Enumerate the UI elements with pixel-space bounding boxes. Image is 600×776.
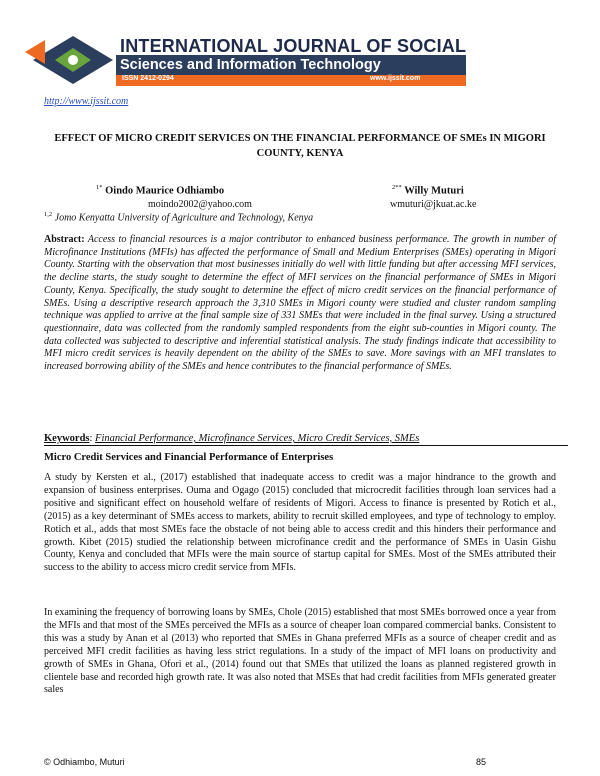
journal-issn: ISSN 2412-0294 xyxy=(122,75,174,82)
keywords-label: Keywords xyxy=(44,433,90,444)
author-2-email: wmuturi@jkuat.ac.ke xyxy=(390,199,477,210)
journal-url-link[interactable]: http://www.ijssit.com xyxy=(44,96,129,107)
abstract-text: Access to financial resources is a major contributor to enhanced business performance. The growth in number of Microfinance Institutions (MFIs) has affected the performance of Small and Medium Enterprises (SMEs) operating in Migori County. Starting with the observation that most businesses initially do well with little funding but after accessing MFI services, the decline starts, the study sought to determine the effect of MFI services on the financial performance of SMEs in Migori County, Kenya. Specifically, the study sought to determine the effect of micro credit services on the financial performance of SMEs. Using a descriptive research approach the 3,310 SMEs in Migori county were studied and cluster random sampling technique was applied to arrive at the final sample size of 331 SMEs that were included in the final survey. Using a structured questionnaire, data was collected from the randomly sampled respondents from the eight sub-counties in Migori county. The data collected was subjected to descriptive and inferential statistical analysis. The study findings indicate that accessibility to MFI micro credit services is heavily dependent on the ability of the SMEs to save. More savings with an MFI translates to increased borrowing ability of the SMEs and hence contributes to the financial performance of SMEs. xyxy=(44,234,556,373)
abstract xyxy=(44,234,556,374)
abstract-label: Abstract: xyxy=(44,234,85,245)
author-1-sup: 1* xyxy=(96,184,103,191)
author-2-name: Willy Muturi xyxy=(404,185,464,197)
body-paragraph-2: In examining the frequency of borrowing loans by SMEs, Chole (2015) established that most SMEs borrowed once a year from the MFIs and that most of the SMEs perceived the MFIs as a source of cheaper loan compared commercial banks. Consistent to this was a study by Anan et al (2013) who reported that SMEs in Ghana preferred MFIs as a source of cheaper credit and as perceived MFI credit facilities as having less strict regulations. In a study of the impact of MFI loans on productivity and growth of SMEs in Ghana, Ofori et al., (2014) found out that SMEs that utilized the loans as planned registered growth in clientele base and recorded high growth rate. It was also noted that MSEs that had credit facilities from MFIs generated greater sales xyxy=(44,607,556,696)
author-2 xyxy=(392,184,464,197)
author-1 xyxy=(96,184,224,197)
paper-title: EFFECT OF MICRO CREDIT SERVICES ON THE FINANCIAL PERFORMANCE OF SMEs IN MIGORI COUNTY, KENYA xyxy=(54,133,546,159)
journal-name-line1: INTERNATIONAL JOURNAL OF SOCIAL xyxy=(120,36,467,56)
journal-name-line2: Sciences and Information Technology xyxy=(120,57,381,73)
section-heading: Micro Credit Services and Financial Performance of Enterprises xyxy=(44,452,334,463)
affiliation xyxy=(44,211,313,223)
author-1-name: Oindo Maurice Odhiambo xyxy=(105,185,225,197)
keywords: Keywords: Financial Performance, Microfinance Services, Micro Credit Services, SMEs xyxy=(44,433,568,446)
journal-website: www.ijssit.com xyxy=(370,75,421,82)
affiliation-text: Jomo Kenyatta University of Agriculture and Technology, Kenya xyxy=(54,212,314,224)
footer-copyright: © Odhiambo, Muturi xyxy=(44,757,125,767)
footer-page-number: 85 xyxy=(476,757,487,767)
affiliation-sup: 1,2 xyxy=(44,211,53,218)
author-1-email: moindo2002@yahoo.com xyxy=(148,199,252,210)
body-paragraph-1: A study by Kersten et al., (2017) established that inadequate access to credit was a major hindrance to the growth and expansion of business enterprises. Ouma and Ogago (2015) concluded that microcredit facilities through loan services had a positive and significant effect on household welfare of residents of Migori. Access to finance is presented by Rotich et al., (2015) as a key determinant of SMEs access to markets, ability to recruit skilled employees, and type of technology to employ. Rotich et al., adds that most SMEs face the obstacle of not being able to access credit and this hinders their performance and growth. Kibet (2015) studied the relationship between microfinance credit and the performance of SMEs in Uasin Gishu County, Kenya and concluded that MFIs were the main source of startup capital for SMEs. Most of the SMEs attributed their success to the ability to access micro credit service from MFIs. xyxy=(44,472,556,574)
keywords-text: Financial Performance, Microfinance Services, Micro Credit Services, SMEs xyxy=(95,433,420,444)
author-2-sup: 2** xyxy=(392,184,402,191)
